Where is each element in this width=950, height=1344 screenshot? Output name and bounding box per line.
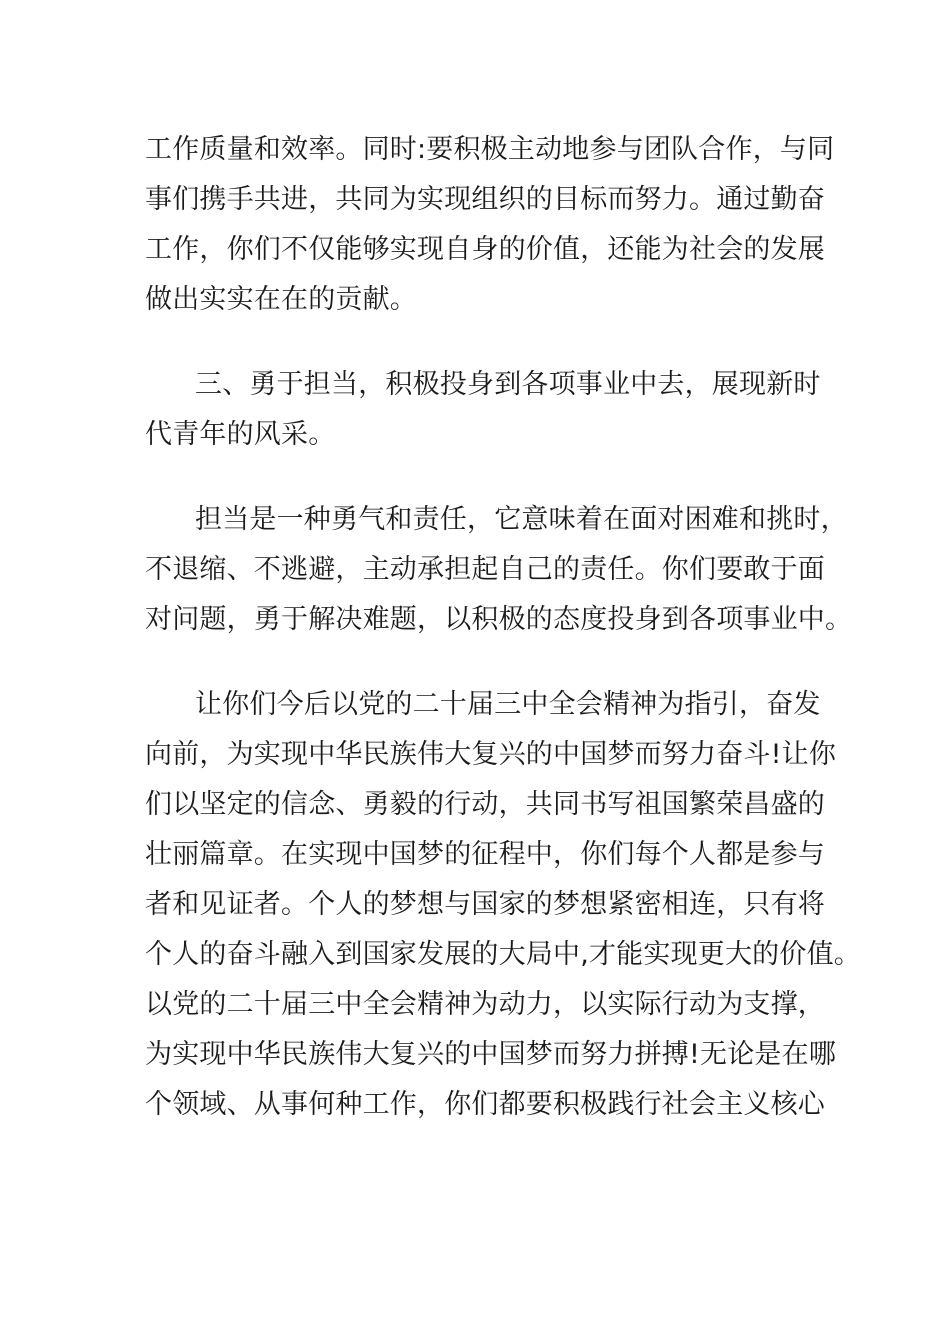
text-line: 三、勇于担当，积极投身到各项事业中去，展现新时: [195, 369, 821, 400]
text-line: 工作质量和效率。同时:要积极主动地参与团队合作，与同: [145, 134, 835, 165]
text-line: 向前，为实现中华民族伟大复兴的中国梦而努力奋斗!让你: [145, 739, 837, 770]
text-line: 为实现中华民族伟大复兴的中国梦而努力拼搏!无论是在哪: [145, 1039, 837, 1070]
text-line: 个领域、从事何种工作，你们都要积极践行社会主义核心: [145, 1089, 825, 1120]
text-line: 对问题，勇于解决难题，以积极的态度投身到各项事业中。: [145, 604, 853, 635]
text-line: 壮丽篇章。在实现中国梦的征程中，你们每个人都是参与: [145, 839, 825, 870]
text-line: 工作，你们不仅能够实现自身的价值，还能为社会的发展: [145, 234, 825, 265]
text-line: 做出实实在在的贡献。: [145, 284, 417, 315]
text-line: 代青年的风采。: [145, 419, 336, 450]
text-line: 让你们今后以党的二十届三中全会精神为指引，奋发: [195, 689, 821, 720]
text-line: 事们携手共进，共同为实现组织的目标而努力。通过勤奋: [145, 184, 825, 215]
text-line: 担当是一种勇气和责任，它意味着在面对困难和挑时，: [195, 504, 848, 535]
text-line: 个人的奋斗融入到国家发展的大局中,才能实现更大的价值。: [145, 939, 861, 970]
text-line: 不退缩、不逃避，主动承担起自己的责任。你们要敢于面: [145, 554, 825, 585]
text-line: 们以坚定的信念、勇毅的行动，共同书写祖国繁荣昌盛的: [145, 789, 825, 820]
text-line: 者和见证者。个人的梦想与国家的梦想紧密相连，只有将: [145, 889, 825, 920]
text-line: 以党的二十届三中全会精神为动力，以实际行动为支撑，: [145, 989, 825, 1020]
